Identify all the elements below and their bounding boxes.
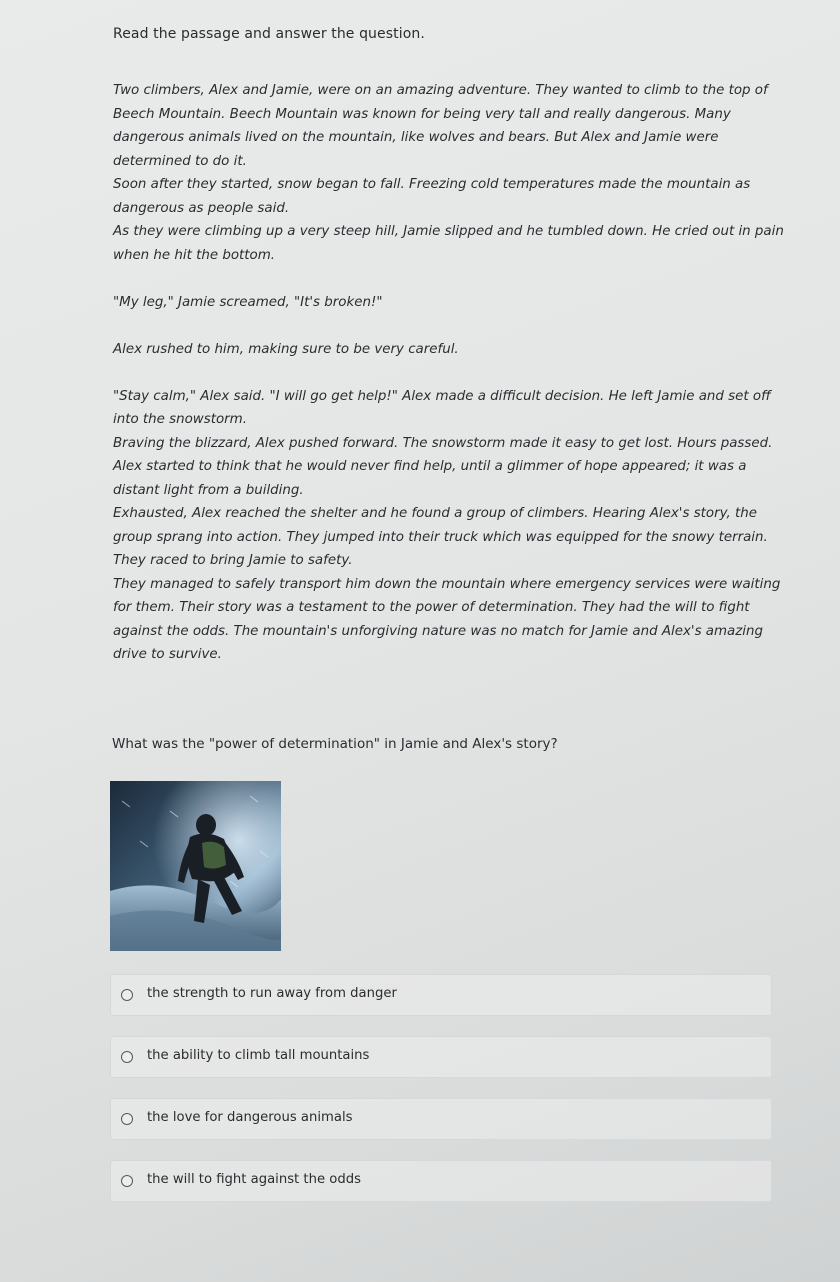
answer-option-label: the strength to run away from danger [147,986,397,1001]
answer-option[interactable] [110,1160,772,1202]
answer-option-label: the will to fight against the odds [147,1172,361,1187]
answer-option[interactable] [110,1036,772,1078]
answer-option-label: the ability to climb tall mountains [147,1048,370,1063]
radio-button[interactable] [121,1051,133,1063]
passage-paragraph: "Stay calm," Alex said. "I will go get help!" Alex made a difficult decision. He left Jamie and set off into the snowstorm. [113,388,771,427]
passage-paragraph: They managed to safely transport him down the mountain where emergency services were waiting for them. Their story was a testament to the power of determination. They had the will to fight against the odds. The mountain's unforgiving nature was no match for Jamie and Alex's amazing drive to survive. [113,576,781,662]
radio-button[interactable] [121,1175,133,1187]
passage-paragraph: Alex rushed to him, making sure to be very careful. [113,341,459,357]
radio-button[interactable] [121,1113,133,1125]
instruction-text: Read the passage and answer the question. [113,26,425,42]
passage-paragraph: Soon after they started, snow began to fall. Freezing cold temperatures made the mountain as dangerous as people said. [113,177,751,216]
answer-option[interactable] [110,974,772,1016]
radio-button[interactable] [121,989,133,1001]
answer-option-label: the love for dangerous animals [147,1110,353,1125]
passage-paragraph: Braving the blizzard, Alex pushed forward. The snowstorm made it easy to get lost. Hours passed. Alex started to think that he would never find help, until a glimmer of hope appeared; it was a distant light from a building. [113,435,773,498]
climber-illustration [110,781,281,951]
passage-paragraph: As they were climbing up a very steep hill, Jamie slipped and he tumbled down. He cried out in pain when he hit the bottom. [113,224,784,263]
reading-passage [113,79,785,667]
question-text: What was the "power of determination" in Jamie and Alex's story? [112,736,558,752]
passage-paragraph: "My leg," Jamie screamed, "It's broken!" [113,294,383,310]
answer-option[interactable] [110,1098,772,1140]
passage-paragraph: Two climbers, Alex and Jamie, were on an amazing adventure. They wanted to climb to the top of Beech Mountain. Beech Mountain was known for being very tall and really dangerous. Many dangerous animals lived on the mountain, like wolves and bears. But Alex and Jamie were determined to do it. [113,83,768,169]
passage-paragraph: Exhausted, Alex reached the shelter and he found a group of climbers. Hearing Alex's story, the group sprang into action. They jumped into their truck which was equipped for the snowy terrain. They raced to bring Jamie to safety. [113,506,768,568]
